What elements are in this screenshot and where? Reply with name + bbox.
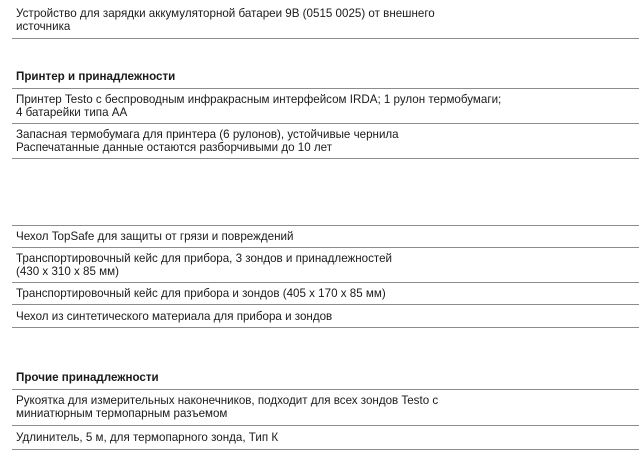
item-line: Транспортировочный кейс для прибора, 3 зондов и принадлежностей: [16, 252, 393, 265]
section-heading-printer: Принтер и принадлежности: [16, 70, 176, 83]
divider: [12, 38, 639, 39]
item-text: Транспортировочный кейс для прибора и зондов (405 х 170 х 85 мм): [16, 287, 386, 300]
item-text: Удлинитель, 5 м, для термопарного зонда, Тип К: [16, 431, 279, 444]
item-line: источника: [16, 20, 71, 33]
divider: [12, 123, 639, 124]
item-line: Принтер Testo с беспроводным инфракрасным интерфейсом IRDA; 1 рулон термобумаги;: [16, 93, 502, 106]
section-heading-other: Прочие принадлежности: [16, 371, 159, 384]
list-item-printer: [12, 93, 639, 119]
item-line: Запасная термобумага для принтера (6 рулонов), устойчивые чернила: [16, 128, 399, 141]
list-item-case-probes: [12, 287, 639, 300]
divider: [12, 425, 639, 426]
divider: [12, 158, 639, 159]
list-item-extension: [12, 431, 639, 444]
divider: [12, 304, 639, 305]
list-item-spare-paper: [12, 128, 639, 154]
item-line: Рукоятка для измерительных наконечников, подходит для всех зондов Testo с: [16, 394, 439, 407]
divider: [12, 327, 639, 328]
item-line: Распечатанные данные остаются разборчивыми до 10 лет: [16, 141, 333, 154]
item-line: миниатюрным термопарным разъемом: [16, 407, 228, 420]
divider: [12, 389, 639, 390]
list-item-charger: [12, 7, 639, 33]
item-line: (430 х 310 х 85 мм): [16, 265, 119, 278]
item-line: 4 батарейки типа АА: [16, 106, 128, 119]
item-full-charger: [0, 0, 1, 1]
divider: [12, 225, 639, 226]
divider: [12, 247, 639, 248]
divider: [12, 449, 639, 450]
list-item-case-3probes: [12, 252, 639, 278]
divider: [12, 88, 639, 89]
item-text: Чехол из синтетического материала для прибора и зондов: [16, 310, 333, 323]
list-item-synthetic-cover: [12, 310, 639, 323]
divider: [12, 282, 639, 283]
list-item-topsafe: [12, 230, 639, 243]
list-item-handle: [12, 394, 639, 420]
item-line: Устройство для зарядки аккумуляторной батареи 9В (0515 0025) от внешнего: [16, 7, 435, 20]
item-text: Чехол TopSafe для защиты от грязи и повреждений: [16, 230, 294, 243]
